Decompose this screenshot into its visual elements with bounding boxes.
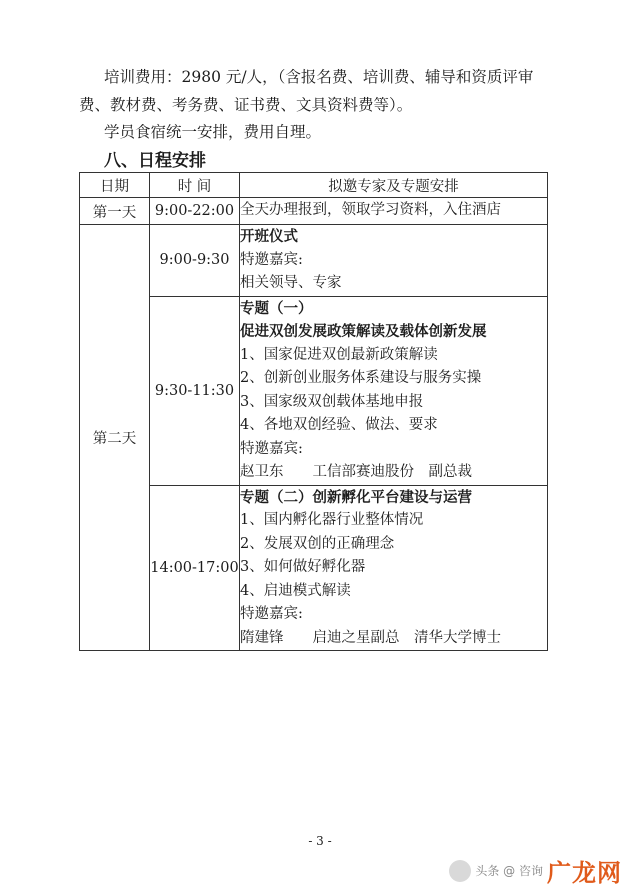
header-topic: 拟邀专家及专题安排 (240, 173, 548, 198)
session-1-time: 9:00-9:30 (150, 225, 240, 297)
session-1-line: 特邀嘉宾: (240, 251, 303, 268)
session-2-time: 9:30-11:30 (150, 296, 240, 485)
session-1-content (240, 225, 548, 297)
session-2-line: 3、国家级双创载体基地申报 (240, 393, 424, 410)
session-2-subtitle: 促进双创发展政策解读及载体创新发展 (240, 323, 487, 340)
fee-line-2: 费、教材费、考务费、证书费、文具资料费等）。 (79, 96, 413, 114)
session-2-line: 4、各地双创经验、做法、要求 (240, 417, 438, 433)
table-row-session-3 (80, 485, 548, 651)
table-row-session-2 (80, 296, 548, 485)
session-3-line: 隋建锋 启迪之星副总 清华大学博士 (240, 629, 501, 646)
section-heading: 八、日程安排 (104, 151, 206, 171)
day2-date: 第二天 (80, 225, 150, 651)
watermark-brand-text: 广龙网 (547, 859, 622, 887)
session-1-title: 开班仪式 (240, 228, 298, 245)
session-2-line: 特邀嘉宾: (240, 440, 303, 457)
session-2-line: 赵卫东 工信部赛迪股份 副总裁 (240, 464, 472, 480)
session-3-content (240, 485, 548, 651)
day1-date: 第一天 (80, 198, 150, 225)
session-3-title: 专题（二）创新孵化平台建设与运营 (240, 488, 472, 506)
session-3-line: 2、发展双创的正确理念 (240, 535, 395, 552)
watermark (449, 853, 622, 888)
session-1-line: 相关领导、专家 (240, 275, 342, 291)
session-3-line: 4、启迪模式解读 (240, 582, 351, 599)
session-2-content (240, 296, 548, 485)
session-2-line: 1、国家促进双创最新政策解读 (240, 346, 438, 363)
day1-time: 9:00-22:00 (150, 198, 240, 225)
schedule-table (79, 172, 548, 651)
session-3-line: 1、国内孵化器行业整体情况 (240, 512, 424, 528)
table-row-day1 (80, 198, 548, 225)
session-3-line: 特邀嘉宾: (240, 606, 303, 622)
session-2-title: 专题（一） (240, 299, 313, 317)
meals-line: 学员食宿统一安排，费用自理。 (104, 123, 322, 141)
watermark-logo-icon (449, 860, 471, 882)
page-number: - 3 - (308, 834, 332, 848)
session-3-time: 14:00-17:00 (150, 485, 240, 651)
day1-content: 全天办理报到，领取学习资料，入住酒店 (240, 198, 548, 225)
table-header-row (80, 173, 548, 198)
session-3-line: 3、如何做好孵化器 (240, 559, 366, 575)
session-2-line: 2、创新创业服务体系建设与服务实操 (240, 370, 482, 386)
watermark-small-text: 头条 @ 咨询 (475, 864, 543, 878)
header-time: 时 间 (150, 173, 240, 198)
table-row-session-1 (80, 225, 548, 297)
fee-line-1: 培训费用：2980 元/人，（含报名费、培训费、辅导和资质评审 (104, 68, 534, 86)
header-date: 日期 (80, 173, 150, 198)
